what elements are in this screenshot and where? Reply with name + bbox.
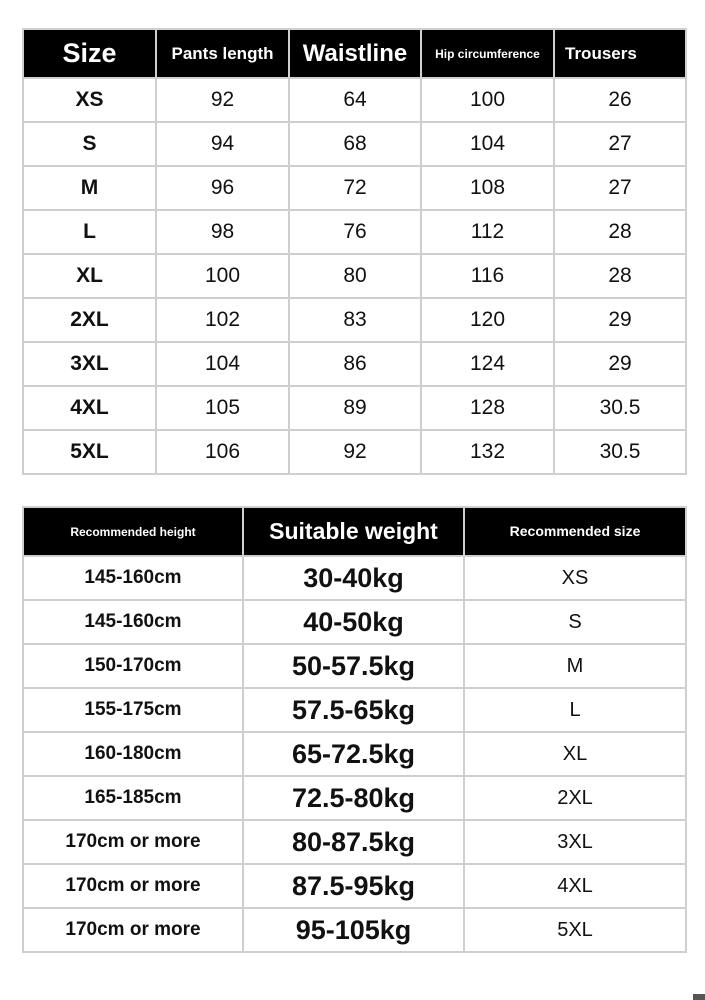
size-cell: L xyxy=(23,210,156,254)
table-row xyxy=(23,776,686,820)
weight-cell: 87.5-95kg xyxy=(243,864,464,908)
table-row xyxy=(23,78,686,122)
trousers-cell: 29 xyxy=(554,342,686,386)
height-cell: 150-170cm xyxy=(23,644,243,688)
table-row xyxy=(23,820,686,864)
height-cell: 170cm or more xyxy=(23,908,243,952)
hip-cell: 104 xyxy=(421,122,554,166)
size-recommendation-table xyxy=(22,506,687,953)
recommended-size-cell: 3XL xyxy=(464,820,686,864)
pants-length-cell: 100 xyxy=(156,254,289,298)
pants-length-cell: 106 xyxy=(156,430,289,474)
size-cell: 2XL xyxy=(23,298,156,342)
waistline-cell: 86 xyxy=(289,342,421,386)
weight-cell: 65-72.5kg xyxy=(243,732,464,776)
recommended-size-cell: M xyxy=(464,644,686,688)
trousers-cell: 29 xyxy=(554,298,686,342)
table-row xyxy=(23,342,686,386)
weight-cell: 40-50kg xyxy=(243,600,464,644)
size-cell: 3XL xyxy=(23,342,156,386)
table-row xyxy=(23,600,686,644)
height-cell: 145-160cm xyxy=(23,600,243,644)
size-cell: M xyxy=(23,166,156,210)
recommended-size-cell: L xyxy=(464,688,686,732)
trousers-cell: 30.5 xyxy=(554,430,686,474)
table-row xyxy=(23,908,686,952)
pants-length-cell: 92 xyxy=(156,78,289,122)
size-cell: S xyxy=(23,122,156,166)
trousers-cell: 26 xyxy=(554,78,686,122)
pants-length-cell: 96 xyxy=(156,166,289,210)
recommendation-header-row xyxy=(23,507,686,556)
hip-cell: 120 xyxy=(421,298,554,342)
pants-length-cell: 98 xyxy=(156,210,289,254)
table-row xyxy=(23,386,686,430)
table-row xyxy=(23,556,686,600)
size-cell: XL xyxy=(23,254,156,298)
hip-cell: 124 xyxy=(421,342,554,386)
height-cell: 165-185cm xyxy=(23,776,243,820)
hip-cell: 112 xyxy=(421,210,554,254)
table-row xyxy=(23,732,686,776)
height-cell: 170cm or more xyxy=(23,864,243,908)
hip-cell: 128 xyxy=(421,386,554,430)
hip-cell: 100 xyxy=(421,78,554,122)
table-row xyxy=(23,864,686,908)
recommended-size-cell: 5XL xyxy=(464,908,686,952)
hip-cell: 132 xyxy=(421,430,554,474)
header-suitable-weight: Suitable weight xyxy=(243,507,464,556)
size-chart-table xyxy=(22,28,687,475)
height-cell: 145-160cm xyxy=(23,556,243,600)
trousers-cell: 30.5 xyxy=(554,386,686,430)
recommended-size-cell: S xyxy=(464,600,686,644)
header-hip-circumference: Hip circumference xyxy=(421,29,554,78)
pants-length-cell: 105 xyxy=(156,386,289,430)
height-cell: 155-175cm xyxy=(23,688,243,732)
recommended-size-cell: XL xyxy=(464,732,686,776)
weight-cell: 72.5-80kg xyxy=(243,776,464,820)
waistline-cell: 64 xyxy=(289,78,421,122)
height-cell: 170cm or more xyxy=(23,820,243,864)
waistline-cell: 72 xyxy=(289,166,421,210)
height-cell: 160-180cm xyxy=(23,732,243,776)
trousers-cell: 27 xyxy=(554,166,686,210)
table-row xyxy=(23,254,686,298)
size-cell: XS xyxy=(23,78,156,122)
hip-cell: 108 xyxy=(421,166,554,210)
waistline-cell: 83 xyxy=(289,298,421,342)
size-cell: 5XL xyxy=(23,430,156,474)
weight-cell: 30-40kg xyxy=(243,556,464,600)
pants-length-cell: 104 xyxy=(156,342,289,386)
table-row xyxy=(23,688,686,732)
weight-cell: 50-57.5kg xyxy=(243,644,464,688)
waistline-cell: 68 xyxy=(289,122,421,166)
weight-cell: 80-87.5kg xyxy=(243,820,464,864)
header-recommended-size: Recommended size xyxy=(464,507,686,556)
waistline-cell: 89 xyxy=(289,386,421,430)
weight-cell: 57.5-65kg xyxy=(243,688,464,732)
header-pants-length: Pants length xyxy=(156,29,289,78)
recommended-size-cell: 2XL xyxy=(464,776,686,820)
table-row xyxy=(23,644,686,688)
trousers-cell: 28 xyxy=(554,254,686,298)
waistline-cell: 80 xyxy=(289,254,421,298)
table-row xyxy=(23,298,686,342)
corner-mark xyxy=(693,994,705,1000)
recommended-size-cell: 4XL xyxy=(464,864,686,908)
hip-cell: 116 xyxy=(421,254,554,298)
header-waistline: Waistline xyxy=(289,29,421,78)
waistline-cell: 76 xyxy=(289,210,421,254)
header-trousers: Trousers xyxy=(554,29,686,78)
recommended-size-cell: XS xyxy=(464,556,686,600)
trousers-cell: 28 xyxy=(554,210,686,254)
table-row xyxy=(23,122,686,166)
waistline-cell: 92 xyxy=(289,430,421,474)
header-recommended-height: Recommended height xyxy=(23,507,243,556)
table-row xyxy=(23,210,686,254)
table-row xyxy=(23,430,686,474)
pants-length-cell: 102 xyxy=(156,298,289,342)
weight-cell: 95-105kg xyxy=(243,908,464,952)
table-row xyxy=(23,166,686,210)
size-chart-header-row xyxy=(23,29,686,78)
header-size: Size xyxy=(23,29,156,78)
size-cell: 4XL xyxy=(23,386,156,430)
pants-length-cell: 94 xyxy=(156,122,289,166)
trousers-cell: 27 xyxy=(554,122,686,166)
